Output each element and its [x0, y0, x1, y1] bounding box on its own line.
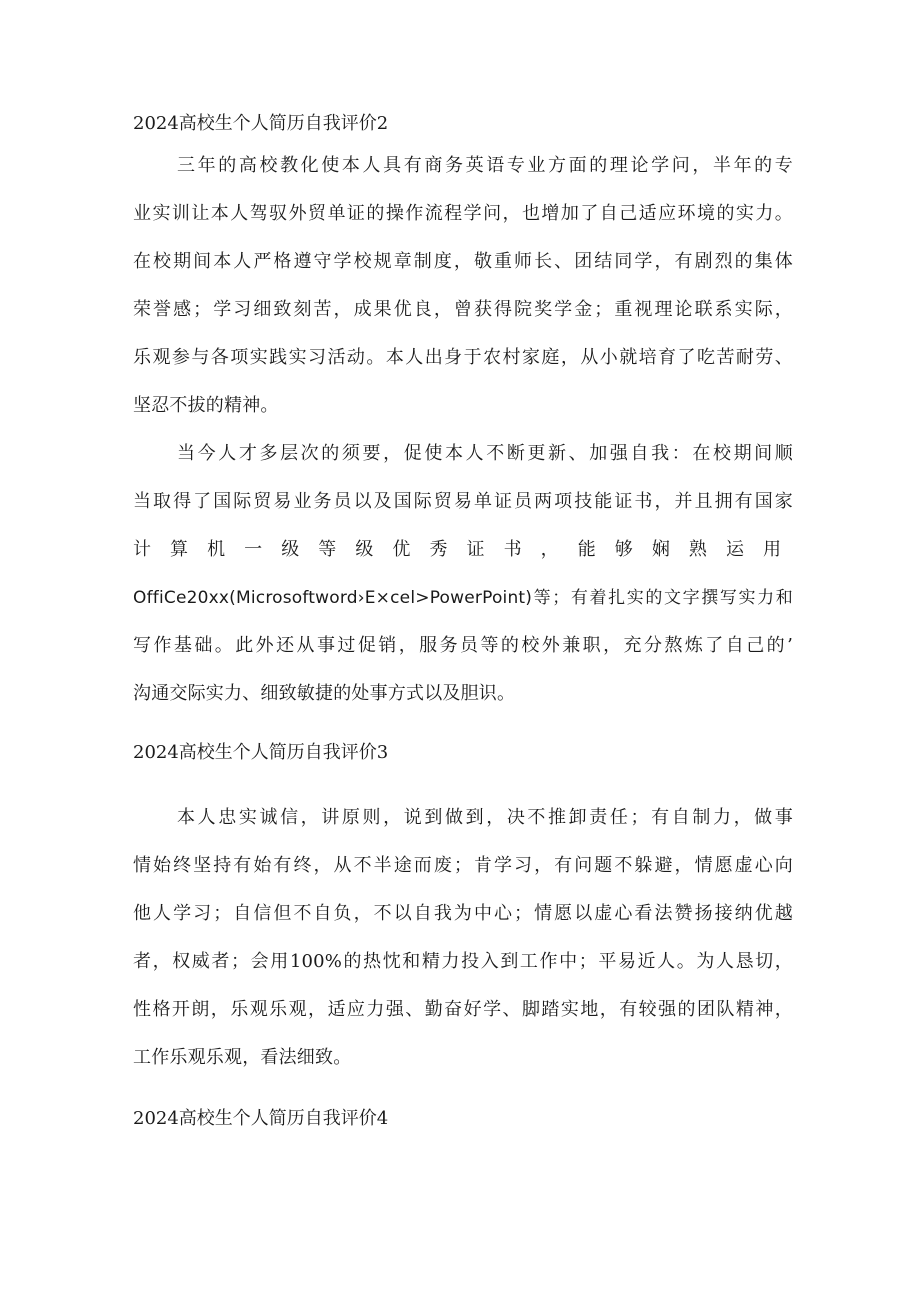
paragraph-line: 在校期间本人严格遵守学校规章制度，敬重师长、团结同学，有剧烈的集体 [133, 251, 793, 272]
section-heading-2: 2024高校生个人简历自我评价2 [133, 113, 389, 134]
paragraph-line: 性格开朗，乐观乐观，适应力强、勤奋好学、脚踏实地，有较强的团队精神， [133, 999, 793, 1020]
paragraph-line: 工作乐观乐观，看法细致。 [133, 1047, 352, 1068]
paragraph-line: 写作基础。此外还从事过促销，服务员等的校外兼职，充分熬炼了自己的’ [133, 635, 793, 656]
section-heading-3: 2024高校生个人简历自我评价3 [133, 742, 389, 763]
paragraph-line: 乐观参与各项实践实习活动。本人出身于农村家庭，从小就培育了吃苦耐劳、 [133, 347, 793, 368]
paragraph-line: 当取得了国际贸易业务员以及国际贸易单证员两项技能证书，并且拥有国家 [133, 491, 793, 512]
paragraph-line: 他人学习；自信但不自负，不以自我为中心；情愿以虚心看法赞扬接纳优越 [133, 903, 793, 924]
paragraph-line: 业实训让本人驾驭外贸单证的操作流程学问，也增加了自己适应环境的实力。 [133, 203, 793, 224]
paragraph-skills [133, 430, 793, 718]
paragraph-line: OffiCe20xx(Microsoftword›E×cel>PowerPoint)等；有着扎实的文字撰写实力和 [133, 588, 793, 608]
paragraph-line: 坚忍不拔的精神。 [133, 395, 279, 416]
section-heading-4: 2024高校生个人简历自我评价4 [133, 1108, 389, 1129]
paragraph-line: 计算机一级等级优秀证书，能够娴熟运用 [133, 539, 793, 560]
paragraph-line: 三年的高校教化使本人具有商务英语专业方面的理论学问，半年的专 [177, 155, 793, 176]
paragraph-line: 本人忠实诚信，讲原则，说到做到，决不推卸责任；有自制力，做事 [177, 807, 793, 828]
paragraph-line: 沟通交际实力、细致敏捷的处事方式以及胆识。 [133, 683, 516, 704]
paragraph-line: 者，权威者；会用100%的热忱和精力投入到工作中；平易近人。为人恳切， [133, 951, 793, 972]
paragraph-line: 荣誉感；学习细致刻苦，成果优良，曾获得院奖学金；重视理论联系实际， [133, 299, 793, 320]
paragraph-line: 情始终坚持有始有终，从不半途而废；肯学习，有问题不躲避，情愿虚心向 [133, 855, 793, 876]
paragraph-character [133, 794, 793, 1082]
paragraph-line: 当今人才多层次的须要，促使本人不断更新、加强自我：在校期间顺 [177, 443, 793, 464]
paragraph-intro [133, 142, 793, 430]
